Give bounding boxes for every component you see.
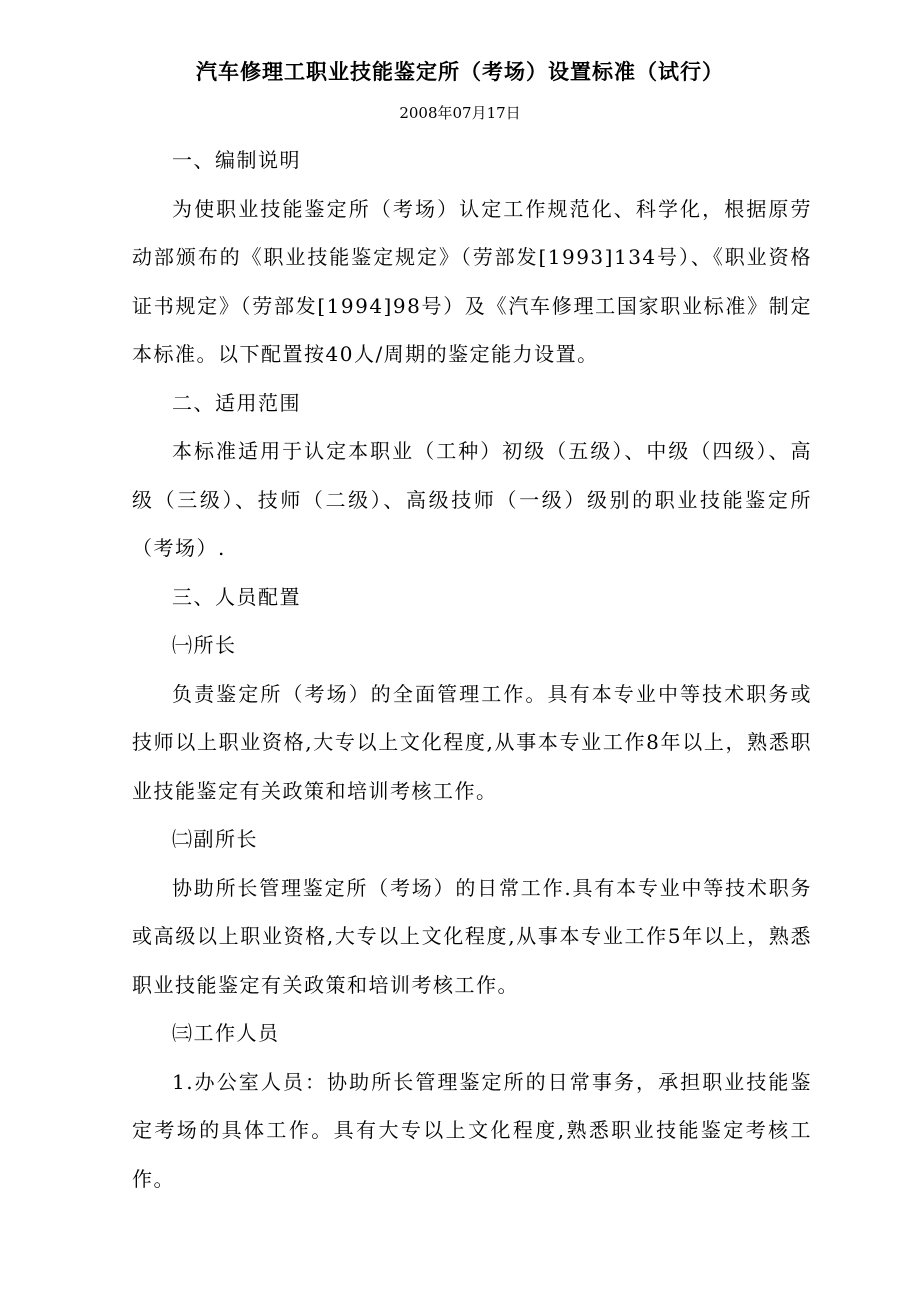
document-date: 2008年07月17日 <box>399 104 521 122</box>
subsection-deputy-heading: ㈡副所长 <box>172 827 258 851</box>
subsection-director-paragraph: 负责鉴定所（考场）的全面管理工作。具有本专业中等技术职务或技师以上职业资格,大专以上文化程度,从事本专业工作8年以上，熟悉职业技能鉴定有关政策和培训考核工作。 <box>132 681 812 803</box>
subsection-staff-item-1: 1.办公室人员：协助所长管理鉴定所的日常事务，承担职业技能鉴定考场的具体工作。具有大专以上文化程度,熟悉职业技能鉴定考核工作。 <box>132 1069 812 1191</box>
document-title: 汽车修理工职业技能鉴定所（考场）设置标准（试行） <box>196 60 724 84</box>
section-1-heading: 一、编制说明 <box>172 148 301 172</box>
section-3-heading: 三、人员配置 <box>172 584 301 609</box>
section-2-heading: 二、适用范围 <box>172 390 301 415</box>
subsection-deputy-paragraph: 协助所长管理鉴定所（考场）的日常工作.具有本专业中等技术职务或高级以上职业资格,大专以上文化程度,从事本专业工作5年以上，熟悉职业技能鉴定有关政策和培训考核工作。 <box>132 875 812 997</box>
section-1-paragraph: 为使职业技能鉴定所（考场）认定工作规范化、科学化，根据原劳动部颁布的《职业技能鉴定规定》（劳部发[1993]134号）、《职业资格证书规定》（劳部发[1994]98号）及《汽车修理工国家职业标准》制定本标准。以下配置按40人/周期的鉴定能力设置。 <box>132 196 812 366</box>
section-2-paragraph: 本标准适用于认定本职业（工种）初级（五级）、中级（四级）、高级（三级）、技师（二级）、高级技师（一级）级别的职业技能鉴定所（考场）. <box>132 439 812 560</box>
document-body <box>132 136 812 1203</box>
subsection-staff-heading: ㈢工作人员 <box>172 1021 280 1045</box>
subsection-director-heading: ㈠所长 <box>172 633 237 657</box>
